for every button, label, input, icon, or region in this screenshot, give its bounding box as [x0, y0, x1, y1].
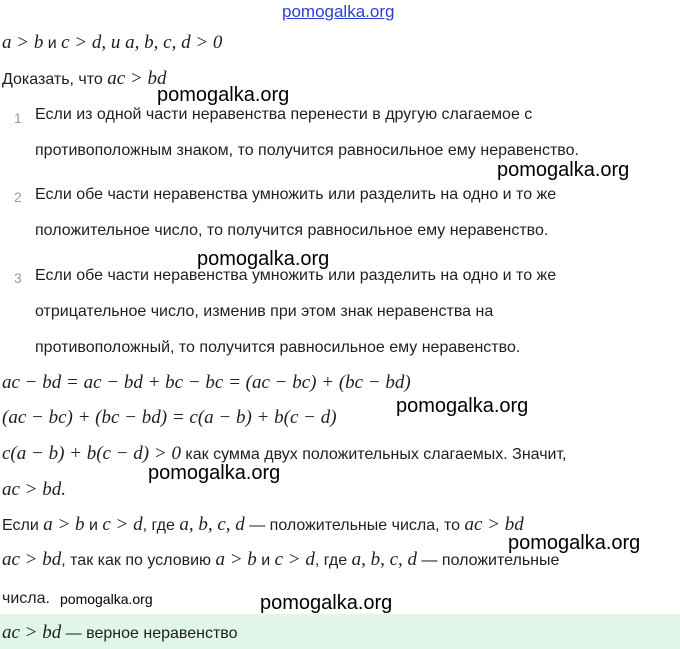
given-and: и	[43, 35, 62, 52]
equation-2: (ac − bc) + (bc − bd) = c(a − b) + b(c − d)	[2, 407, 337, 428]
watermark-3: pomogalka.org	[197, 248, 330, 270]
step-3	[35, 258, 675, 366]
c2-m2: a > b	[215, 549, 257, 570]
given-math-2: c > d	[61, 32, 102, 53]
c2-m3: c > d	[274, 549, 315, 570]
c1-m2: c > d	[102, 514, 143, 535]
conclusion-3: числа.	[2, 590, 50, 607]
prove-line	[2, 68, 167, 90]
step-3-line-1: Если обе части неравенства умножить или разделить на одно и то же	[35, 267, 557, 284]
step-number-3: 3	[14, 270, 22, 286]
prove-math: ac > bd	[107, 68, 167, 89]
final-text: — верное неравенство	[61, 625, 238, 642]
step-1-line-1: Если из одной части неравенства перенести в другую слагаемое с	[35, 106, 533, 123]
step-2-line-2: положительное число, то получится равносильное ему неравенство.	[35, 222, 549, 239]
watermark-5: pomogalka.org	[148, 462, 281, 484]
given-math-1: a > b	[2, 32, 44, 53]
c1-t2: и	[84, 517, 103, 534]
equation-1: ac − bd = ac − bd + bc − bc = (ac − bc) + (bc − bd)	[2, 372, 411, 393]
final-math: ac > bd	[2, 622, 62, 643]
step-3-line-2: отрицательное число, изменив при этом знак неравенства на	[35, 303, 494, 320]
given-line	[2, 32, 222, 54]
conclusion-2	[2, 549, 559, 571]
c2-t2: и	[256, 552, 275, 569]
equation-3-math: c(a − b) + b(c − d) > 0	[2, 443, 181, 464]
c1-m1: a > b	[43, 514, 85, 535]
c1-t1: Если	[2, 517, 44, 534]
step-2-line-1: Если обе части неравенства умножить или разделить на одно и то же	[35, 186, 557, 203]
watermark-6: pomogalka.org	[508, 532, 641, 554]
watermark-7: pomogalka.org	[60, 591, 153, 607]
c2-m1: ac > bd	[2, 549, 62, 570]
prove-text: Доказать, что	[2, 71, 108, 88]
equation-3	[2, 443, 566, 465]
step-1-line-2: противоположным знаком, то получится равносильное ему неравенство.	[35, 142, 579, 159]
c2-t1: , так как по условию	[61, 552, 216, 569]
step-number-1: 1	[14, 110, 22, 126]
c1-t4: — положительные числа, то	[244, 517, 465, 534]
c2-t3: , где	[314, 552, 352, 569]
final-answer	[2, 622, 237, 644]
watermark-4: pomogalka.org	[396, 395, 529, 417]
step-3-line-3: противоположный, то получится равносильное ему неравенство.	[35, 339, 521, 356]
watermark-1: pomogalka.org	[157, 84, 290, 106]
watermark-2: pomogalka.org	[497, 159, 630, 181]
c2-t4: — положительные	[417, 552, 560, 569]
c1-m4: ac > bd	[464, 514, 524, 535]
equation-3-text: как сумма двух положительных слагаемых. Значит,	[180, 446, 567, 463]
watermark-top: pomogalka.org	[282, 2, 395, 21]
c1-t3: , где	[142, 517, 180, 534]
step-2	[35, 177, 675, 249]
watermark-8: pomogalka.org	[260, 592, 393, 614]
c2-m4: a, b, c, d	[351, 549, 418, 570]
step-number-2: 2	[14, 189, 22, 205]
given-rest: , и a, b, c, d > 0	[101, 32, 223, 53]
c1-m3: a, b, c, d	[179, 514, 245, 535]
equation-3b: ac > bd.	[2, 479, 67, 500]
conclusion-1	[2, 514, 524, 536]
